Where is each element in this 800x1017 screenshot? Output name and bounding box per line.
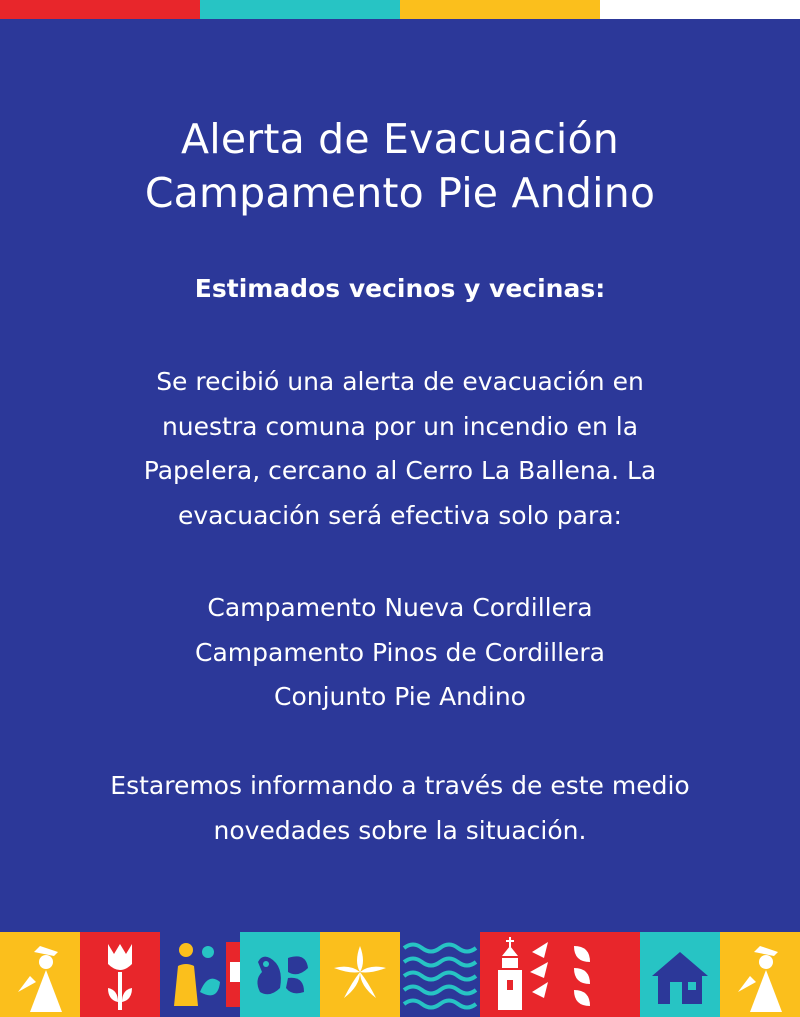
page-title: [0, 112, 800, 220]
paragraph-line: evacuación será efectiva solo para:: [178, 500, 622, 530]
footer-tile: [720, 932, 800, 1017]
tulip-icon: [80, 932, 160, 1017]
paragraph-line: nuestra comuna por un incendio en la: [161, 411, 639, 441]
house-icon: [640, 932, 720, 1017]
footer-tile: [480, 932, 560, 1017]
bird-icon: [240, 932, 320, 1017]
footer-tile: [160, 932, 240, 1017]
worker-hat-icon: [0, 932, 80, 1017]
greeting: Estimados vecinos y vecinas:: [194, 274, 606, 303]
footer-tile: [0, 932, 80, 1017]
title-line-2: Campamento Pie Andino: [144, 169, 656, 217]
footer-tile: [80, 932, 160, 1017]
footer-tile: [560, 932, 640, 1017]
top-bar-white: [600, 0, 800, 19]
place-item: Conjunto Pie Andino: [274, 682, 526, 711]
top-bar-red: [0, 0, 200, 19]
waves-icon: [400, 932, 480, 1017]
top-color-bar: [0, 0, 800, 19]
wheat-icon: [560, 932, 640, 1017]
alert-paragraph: [0, 360, 800, 538]
footer-tile: [240, 932, 320, 1017]
top-bar-yellow: [400, 0, 600, 19]
paragraph-line: Estaremos informando a través de este medio: [110, 771, 690, 800]
title-line-1: Alerta de Evacuación: [181, 115, 619, 163]
church-tower-icon: [480, 932, 560, 1017]
place-item: Campamento Nueva Cordillera: [207, 593, 593, 622]
people-icon: [160, 932, 240, 1017]
places-list: [0, 586, 800, 720]
top-bar-teal: [200, 0, 400, 19]
paragraph-line: Papelera, cercano al Cerro La Ballena. La: [143, 456, 657, 485]
footer-tile: [320, 932, 400, 1017]
footer-tile: [400, 932, 480, 1017]
paragraph-line: Se recibió una alerta de evacuación en: [156, 367, 644, 396]
flower-icon: [320, 932, 400, 1017]
footer-tile: [640, 932, 720, 1017]
worker-hat-icon: [720, 932, 800, 1017]
info-paragraph: [0, 764, 800, 853]
footer-icon-strip: [0, 932, 800, 1017]
paragraph-line: novedades sobre la situación.: [213, 815, 587, 845]
place-item: Campamento Pinos de Cordillera: [195, 637, 605, 667]
